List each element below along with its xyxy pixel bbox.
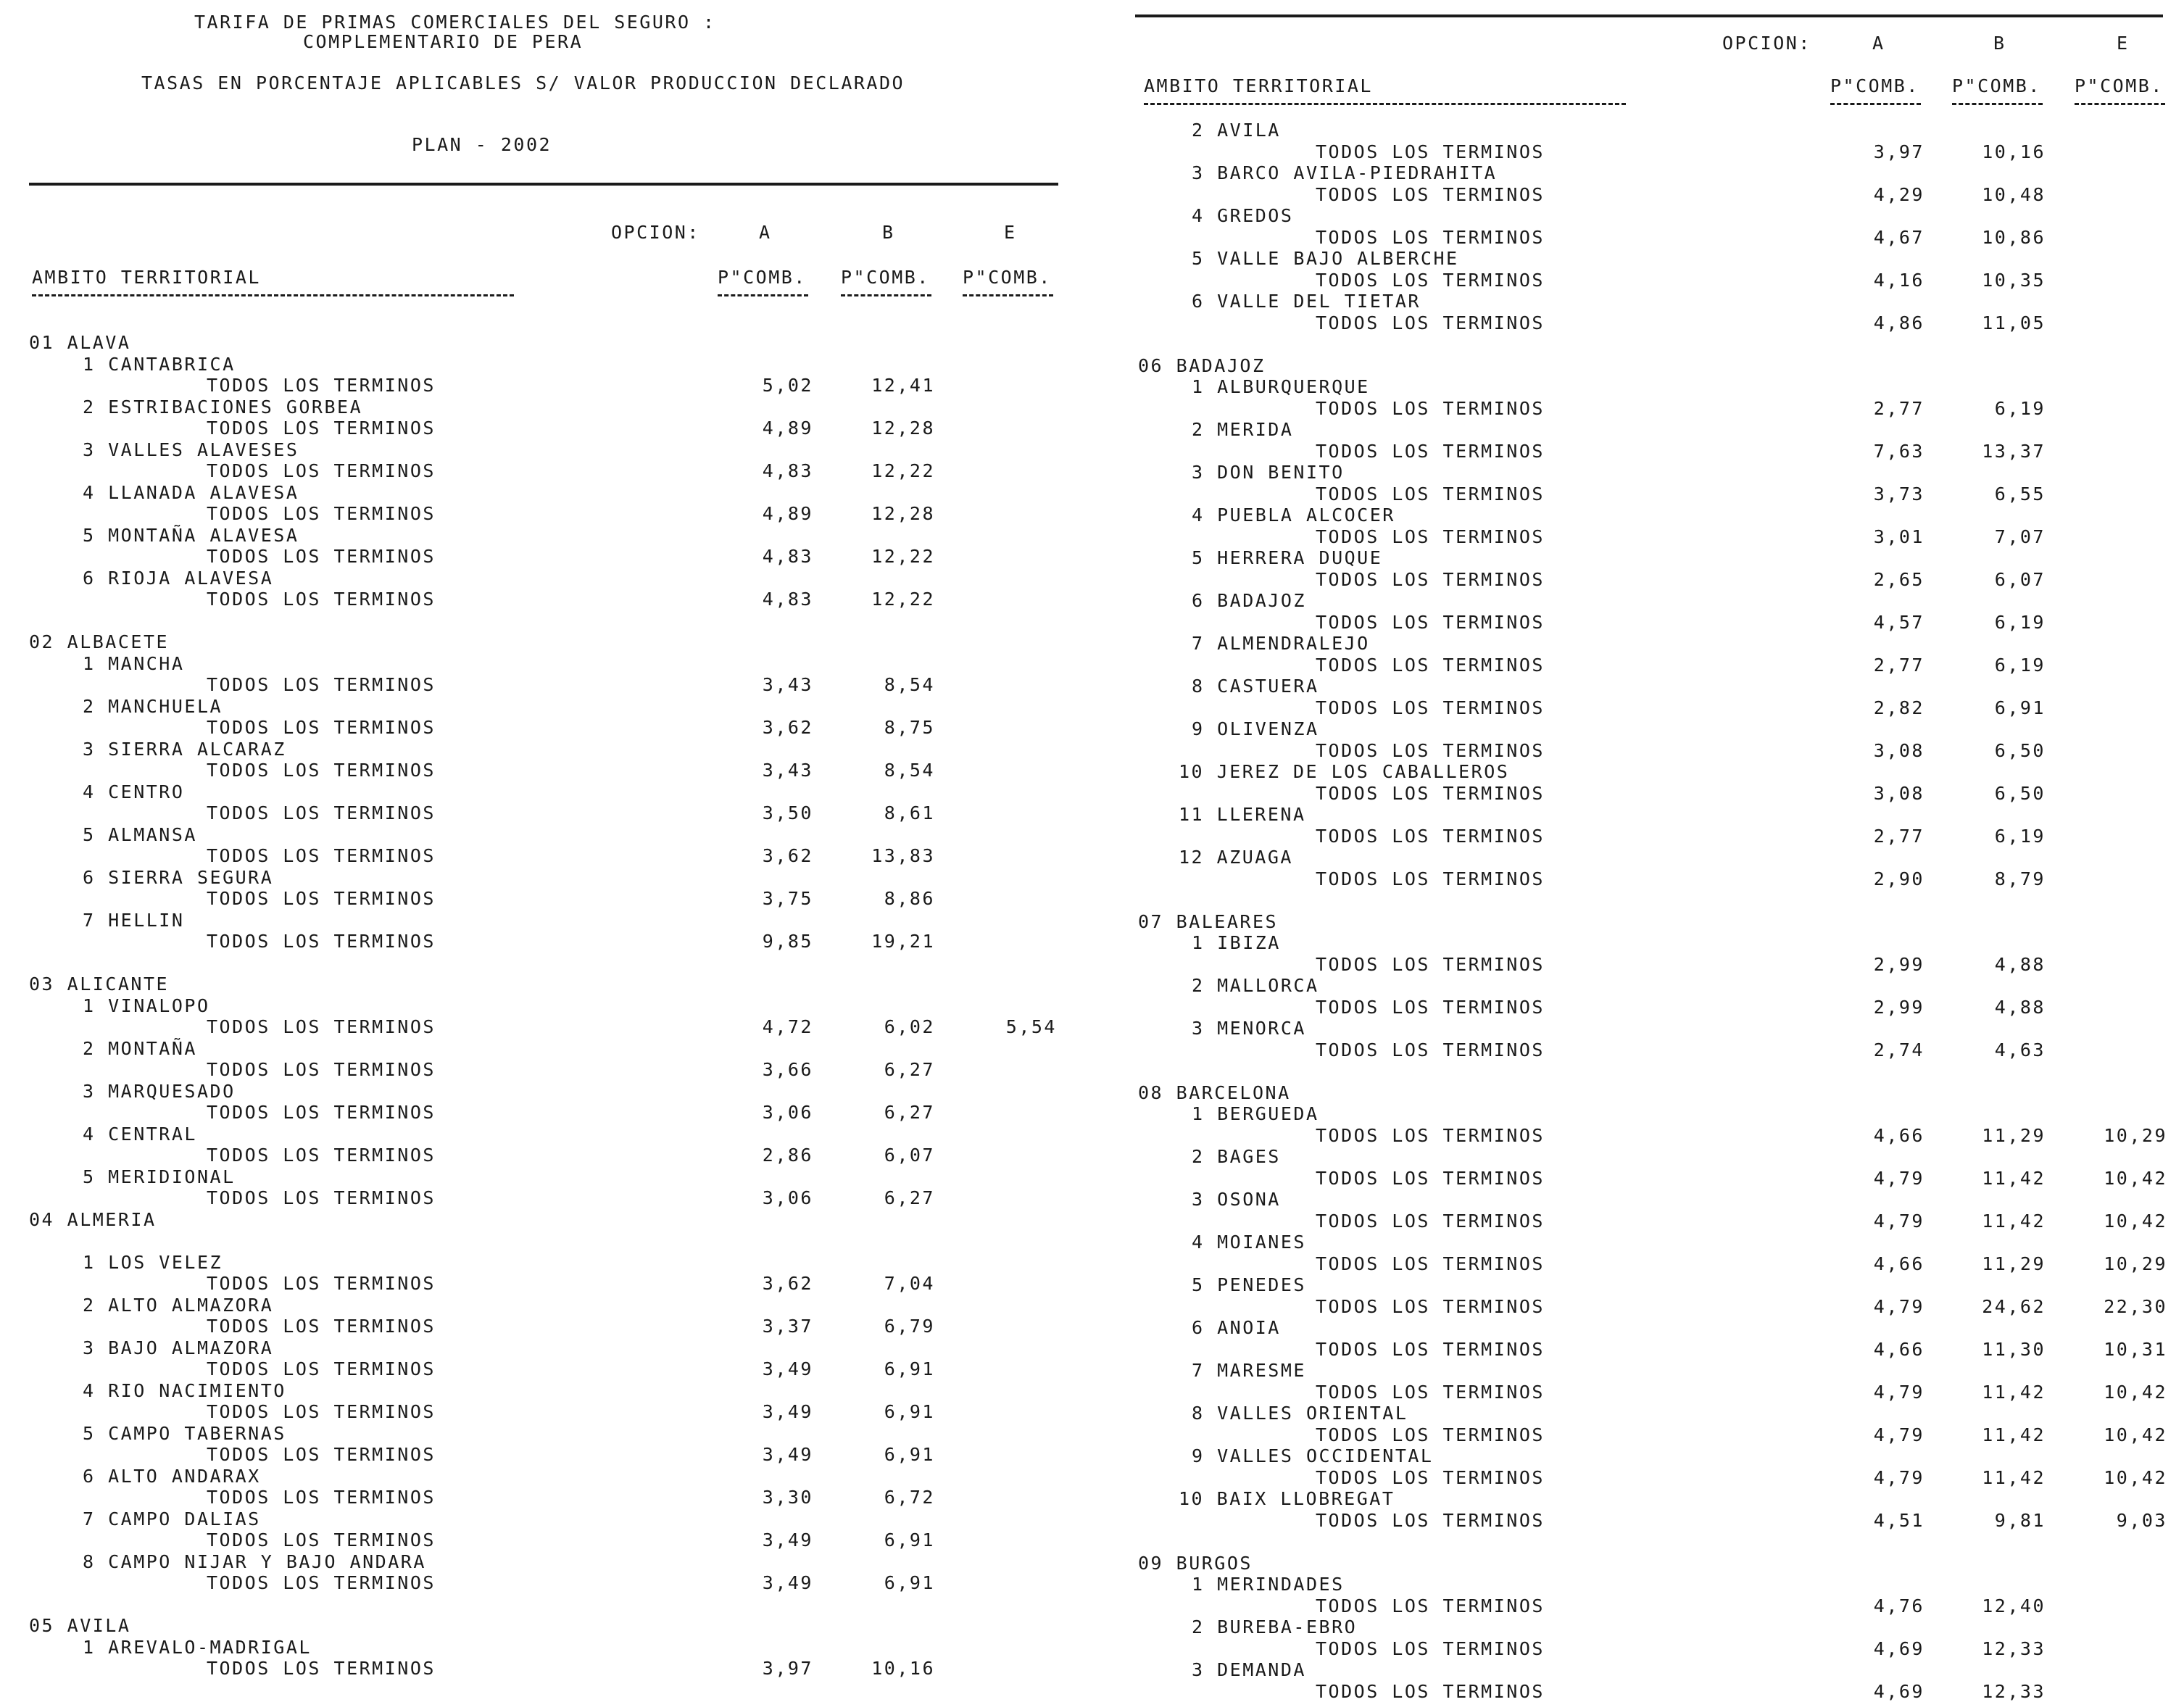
rate-a-value: 3,08	[1873, 782, 1925, 804]
terminos-label: TODOS LOS TERMINOS	[207, 1529, 436, 1551]
province-heading: 05 AVILA	[29, 1615, 131, 1636]
terminos-label: TODOS LOS TERMINOS	[207, 1572, 436, 1593]
rate-b-value: 7,07	[1994, 526, 2046, 547]
rate-b-value: 6,07	[884, 1145, 935, 1166]
terminos-label: TODOS LOS TERMINOS	[207, 1444, 436, 1465]
rate-b-value: 12,40	[1982, 1595, 2046, 1616]
rate-a-value: 3,06	[762, 1102, 813, 1123]
rate-a-value: 4,79	[1873, 1424, 1925, 1445]
province-heading: 08 BARCELONA	[1138, 1082, 1291, 1103]
terminos-label: TODOS LOS TERMINOS	[207, 503, 436, 524]
terminos-label: TODOS LOS TERMINOS	[207, 1059, 436, 1080]
terminos-label: TODOS LOS TERMINOS	[207, 1145, 436, 1166]
comarca-label: 12 AZUAGA	[1179, 847, 1293, 868]
comarca-label: 6 ALTO ANDARAX	[83, 1465, 261, 1487]
rate-a-value: 3,01	[1873, 526, 1925, 547]
comarca-label: 6 VALLE DEL TIETAR	[1192, 291, 1421, 312]
col-underline-a-right	[1830, 103, 1921, 105]
rate-a-value: 4,67	[1873, 226, 1925, 248]
province-heading: 01 ALAVA	[29, 332, 131, 353]
comarca-label: 5 VALLE BAJO ALBERCHE	[1192, 248, 1459, 269]
rate-a-value: 4,72	[762, 1016, 813, 1037]
ambito-header-left: AMBITO TERRITORIAL	[32, 267, 261, 288]
comarca-label: 4 CENTRO	[83, 781, 185, 802]
terminos-label: TODOS LOS TERMINOS	[1316, 312, 1545, 333]
rate-b-value: 19,21	[871, 931, 935, 952]
terminos-label: TODOS LOS TERMINOS	[207, 845, 436, 866]
comarca-label: 2 BAGES	[1192, 1146, 1281, 1167]
comarca-label: 6 ANOIA	[1192, 1317, 1281, 1338]
document-title-product: COMPLEMENTARIO DE PERA	[303, 31, 584, 52]
comarca-label: 10 JEREZ DE LOS CABALLEROS	[1179, 761, 1510, 782]
terminos-label: TODOS LOS TERMINOS	[207, 802, 436, 823]
rate-b-value: 6,91	[884, 1444, 935, 1465]
document-subtitle: TASAS EN PORCENTAJE APLICABLES S/ VALOR PRODUCCION DECLARADO	[141, 72, 905, 94]
terminos-label: TODOS LOS TERMINOS	[1316, 739, 1545, 761]
terminos-label: TODOS LOS TERMINOS	[1316, 1680, 1545, 1702]
terminos-label: TODOS LOS TERMINOS	[1316, 611, 1545, 633]
comarca-label: 4 PUEBLA ALCOCER	[1192, 505, 1395, 526]
header-rule-right	[1135, 14, 2163, 17]
rate-b-value: 8,79	[1994, 868, 2046, 889]
rate-b-value: 11,42	[1982, 1210, 2046, 1232]
comarca-label: 2 AVILA	[1192, 120, 1281, 141]
province-heading: 04 ALMERIA	[29, 1208, 157, 1230]
rate-a-value: 3,62	[762, 845, 813, 866]
rate-a-value: 2,65	[1873, 568, 1925, 590]
rate-b-value: 24,62	[1982, 1295, 2046, 1317]
comarca-label: 3 DEMANDA	[1192, 1659, 1306, 1680]
terminos-label: TODOS LOS TERMINOS	[1316, 1167, 1545, 1189]
rate-a-value: 4,83	[762, 460, 813, 481]
terminos-label: TODOS LOS TERMINOS	[1316, 1381, 1545, 1403]
province-heading: 03 ALICANTE	[29, 974, 170, 995]
terminos-label: TODOS LOS TERMINOS	[1316, 1595, 1545, 1616]
document-title: TARIFA DE PRIMAS COMERCIALES DEL SEGURO :	[194, 12, 716, 33]
rate-a-value: 3,08	[1873, 739, 1925, 761]
terminos-label: TODOS LOS TERMINOS	[207, 674, 436, 695]
rate-a-value: 3,49	[762, 1444, 813, 1465]
ambito-underline-left	[32, 294, 514, 296]
rate-a-value: 2,82	[1873, 697, 1925, 718]
rate-a-value: 3,97	[1873, 141, 1925, 162]
terminos-label: TODOS LOS TERMINOS	[207, 1102, 436, 1123]
rate-a-value: 3,49	[762, 1401, 813, 1422]
terminos-label: TODOS LOS TERMINOS	[1316, 654, 1545, 676]
terminos-label: TODOS LOS TERMINOS	[1316, 1124, 1545, 1146]
comarca-label: 1 ALBURQUERQUE	[1192, 376, 1370, 397]
rate-b-value: 13,83	[871, 845, 935, 866]
rate-a-value: 4,69	[1873, 1680, 1925, 1702]
rate-a-value: 4,69	[1873, 1637, 1925, 1659]
rate-b-value: 11,42	[1982, 1167, 2046, 1189]
comarca-label: 6 RIOJA ALAVESA	[83, 567, 274, 589]
rate-b-value: 12,28	[871, 418, 935, 439]
rate-b-value: 6,72	[884, 1487, 935, 1508]
rate-b-value: 6,19	[1994, 825, 2046, 847]
comarca-label: 1 LOS VELEZ	[83, 1251, 223, 1273]
opcion-label-left: OPCION:	[611, 222, 700, 243]
rate-b-value: 10,48	[1982, 183, 2046, 205]
terminos-label: TODOS LOS TERMINOS	[207, 1358, 436, 1379]
rate-a-value: 3,62	[762, 1273, 813, 1294]
rate-a-value: 9,85	[762, 931, 813, 952]
comarca-label: 2 ESTRIBACIONES GORBEA	[83, 396, 363, 418]
rate-b-value: 6,91	[884, 1529, 935, 1551]
rate-a-value: 4,79	[1873, 1210, 1925, 1232]
rate-a-value: 2,90	[1873, 868, 1925, 889]
rate-b-value: 6,91	[884, 1358, 935, 1379]
terminos-label: TODOS LOS TERMINOS	[1316, 141, 1545, 162]
col-underline-b-right	[1952, 103, 2043, 105]
rate-a-value: 5,02	[762, 375, 813, 396]
rate-e-value: 10,29	[2104, 1124, 2167, 1146]
terminos-label: TODOS LOS TERMINOS	[1316, 996, 1545, 1018]
rate-a-value: 2,77	[1873, 825, 1925, 847]
terminos-label: TODOS LOS TERMINOS	[1316, 1637, 1545, 1659]
option-e-right: E	[2117, 33, 2130, 54]
rate-a-value: 4,86	[1873, 312, 1925, 333]
rate-a-value: 4,66	[1873, 1124, 1925, 1146]
comarca-label: 3 VALLES ALAVESES	[83, 439, 299, 460]
rate-b-value: 13,37	[1982, 440, 2046, 462]
rate-a-value: 4,66	[1873, 1338, 1925, 1360]
rate-a-value: 2,74	[1873, 1039, 1925, 1060]
rate-e-value: 10,42	[2104, 1210, 2167, 1232]
rate-b-value: 6,55	[1994, 483, 2046, 505]
comarca-label: 5 MONTAÑA ALAVESA	[83, 524, 299, 546]
rate-e-value: 22,30	[2104, 1295, 2167, 1317]
comarca-label: 2 BUREBA-EBRO	[1192, 1616, 1358, 1637]
terminos-label: TODOS LOS TERMINOS	[207, 1273, 436, 1294]
comarca-label: 9 VALLES OCCIDENTAL	[1192, 1445, 1434, 1466]
rate-b-value: 6,79	[884, 1316, 935, 1337]
col-underline-e-right	[2075, 103, 2165, 105]
rate-b-value: 12,28	[871, 503, 935, 524]
terminos-label: TODOS LOS TERMINOS	[1316, 1424, 1545, 1445]
rate-e-value: 10,42	[2104, 1466, 2167, 1488]
rate-b-value: 6,07	[1994, 568, 2046, 590]
rate-b-value: 6,27	[884, 1187, 935, 1208]
terminos-label: TODOS LOS TERMINOS	[1316, 1210, 1545, 1232]
rate-a-value: 7,63	[1873, 440, 1925, 462]
comarca-label: 3 SIERRA ALCARAZ	[83, 738, 286, 760]
terminos-label: TODOS LOS TERMINOS	[207, 546, 436, 567]
rate-b-value: 10,16	[1982, 141, 2046, 162]
terminos-label: TODOS LOS TERMINOS	[207, 1658, 436, 1679]
terminos-label: TODOS LOS TERMINOS	[207, 418, 436, 439]
terminos-label: TODOS LOS TERMINOS	[1316, 1338, 1545, 1360]
comarca-label: 5 ALMANSA	[83, 823, 197, 845]
comarca-label: 7 ALMENDRALEJO	[1192, 633, 1370, 654]
rate-e-value: 5,54	[1005, 1016, 1057, 1037]
terminos-label: TODOS LOS TERMINOS	[207, 1401, 436, 1422]
province-heading: 09 BURGOS	[1138, 1552, 1253, 1574]
rate-a-value: 4,79	[1873, 1295, 1925, 1317]
comarca-label: 4 CENTRAL	[83, 1123, 197, 1145]
terminos-label: TODOS LOS TERMINOS	[1316, 183, 1545, 205]
rate-b-value: 8,75	[884, 717, 935, 738]
terminos-label: TODOS LOS TERMINOS	[1316, 1509, 1545, 1531]
comarca-label: 3 DON BENITO	[1192, 462, 1345, 483]
terminos-label: TODOS LOS TERMINOS	[1316, 825, 1545, 847]
comarca-label: 11 LLERENA	[1179, 804, 1306, 825]
rate-e-value: 10,42	[2104, 1424, 2167, 1445]
terminos-label: TODOS LOS TERMINOS	[207, 760, 436, 781]
rate-b-value: 12,41	[871, 375, 935, 396]
comarca-label: 5 HERRERA DUQUE	[1192, 547, 1383, 568]
col-header-b-left: P"COMB.	[841, 267, 930, 288]
col-header-a-left: P"COMB.	[718, 267, 807, 288]
terminos-label: TODOS LOS TERMINOS	[207, 460, 436, 481]
rate-b-value: 12,33	[1982, 1637, 2046, 1659]
rate-a-value: 4,79	[1873, 1381, 1925, 1403]
rate-b-value: 6,50	[1994, 739, 2046, 761]
comarca-label: 7 MARESME	[1192, 1360, 1306, 1381]
rate-a-value: 3,49	[762, 1529, 813, 1551]
terminos-label: TODOS LOS TERMINOS	[207, 888, 436, 909]
ambito-underline-right	[1144, 103, 1626, 105]
rate-a-value: 4,79	[1873, 1167, 1925, 1189]
rate-a-value: 4,29	[1873, 183, 1925, 205]
comarca-label: 7 CAMPO DALIAS	[83, 1508, 261, 1529]
rate-e-value: 10,42	[2104, 1381, 2167, 1403]
col-header-b-right: P"COMB.	[1952, 75, 2041, 96]
rate-b-value: 8,54	[884, 674, 935, 695]
terminos-label: TODOS LOS TERMINOS	[1316, 526, 1545, 547]
rate-a-value: 4,83	[762, 546, 813, 567]
rate-a-value: 4,83	[762, 589, 813, 610]
comarca-label: 1 AREVALO-MADRIGAL	[83, 1636, 312, 1658]
rate-a-value: 3,43	[762, 760, 813, 781]
col-underline-b-left	[841, 294, 931, 296]
rate-b-value: 6,19	[1994, 611, 2046, 633]
terminos-label: TODOS LOS TERMINOS	[1316, 397, 1545, 419]
rate-a-value: 4,16	[1873, 269, 1925, 291]
comarca-label: 2 MERIDA	[1192, 419, 1294, 440]
rate-b-value: 8,54	[884, 760, 935, 781]
terminos-label: TODOS LOS TERMINOS	[1316, 1295, 1545, 1317]
terminos-label: TODOS LOS TERMINOS	[207, 1487, 436, 1508]
rate-a-value: 2,99	[1873, 996, 1925, 1018]
rate-b-value: 12,22	[871, 546, 935, 567]
rate-a-value: 3,75	[762, 888, 813, 909]
terminos-label: TODOS LOS TERMINOS	[207, 717, 436, 738]
province-heading: 02 ALBACETE	[29, 631, 170, 652]
rate-b-value: 4,88	[1994, 953, 2046, 975]
rate-b-value: 6,02	[884, 1016, 935, 1037]
comarca-label: 3 BAJO ALMAZORA	[83, 1337, 274, 1358]
terminos-label: TODOS LOS TERMINOS	[1316, 782, 1545, 804]
rate-e-value: 10,42	[2104, 1167, 2167, 1189]
rate-b-value: 6,19	[1994, 397, 2046, 419]
rate-b-value: 12,33	[1982, 1680, 2046, 1702]
rate-a-value: 3,97	[762, 1658, 813, 1679]
comarca-label: 8 CAMPO NIJAR Y BAJO ANDARA	[83, 1551, 426, 1572]
rate-a-value: 3,49	[762, 1572, 813, 1593]
col-underline-e-left	[963, 294, 1053, 296]
rate-b-value: 9,81	[1994, 1509, 2046, 1531]
comarca-label: 2 ALTO ALMAZORA	[83, 1294, 274, 1316]
rate-b-value: 11,42	[1982, 1466, 2046, 1488]
terminos-label: TODOS LOS TERMINOS	[1316, 440, 1545, 462]
comarca-label: 9 OLIVENZA	[1192, 718, 1319, 739]
comarca-label: 3 MARQUESADO	[83, 1080, 236, 1102]
rate-a-value: 3,06	[762, 1187, 813, 1208]
col-header-e-right: P"COMB.	[2075, 75, 2164, 96]
rate-a-value: 4,89	[762, 418, 813, 439]
terminos-label: TODOS LOS TERMINOS	[1316, 868, 1545, 889]
province-heading: 06 BADAJOZ	[1138, 354, 1266, 376]
header-rule-left	[29, 183, 1058, 186]
option-e-left: E	[1004, 222, 1017, 243]
comarca-label: 2 MALLORCA	[1192, 975, 1319, 996]
option-b-right: B	[1993, 33, 2006, 54]
comarca-label: 2 MANCHUELA	[83, 695, 223, 717]
terminos-label: TODOS LOS TERMINOS	[207, 1187, 436, 1208]
rate-a-value: 3,62	[762, 717, 813, 738]
option-b-left: B	[882, 222, 895, 243]
rate-b-value: 6,50	[1994, 782, 2046, 804]
rate-b-value: 4,63	[1994, 1039, 2046, 1060]
opcion-label-right: OPCION:	[1722, 33, 1811, 54]
rate-b-value: 6,27	[884, 1102, 935, 1123]
comarca-label: 4 GREDOS	[1192, 205, 1294, 226]
comarca-label: 1 BERGUEDA	[1192, 1103, 1319, 1124]
rate-b-value: 11,05	[1982, 312, 2046, 333]
comarca-label: 1 VINALOPO	[83, 995, 210, 1016]
rate-a-value: 4,51	[1873, 1509, 1925, 1531]
rate-a-value: 3,30	[762, 1487, 813, 1508]
comarca-label: 1 MANCHA	[83, 652, 185, 674]
rate-b-value: 6,91	[884, 1572, 935, 1593]
terminos-label: TODOS LOS TERMINOS	[207, 931, 436, 952]
rate-a-value: 3,49	[762, 1358, 813, 1379]
rate-a-value: 3,50	[762, 802, 813, 823]
rate-a-value: 2,86	[762, 1145, 813, 1166]
comarca-label: 2 MONTAÑA	[83, 1037, 197, 1059]
plan-year: PLAN - 2002	[412, 134, 552, 155]
rate-e-value: 10,31	[2104, 1338, 2167, 1360]
option-a-right: A	[1872, 33, 1885, 54]
rate-b-value: 12,22	[871, 589, 935, 610]
rate-b-value: 11,42	[1982, 1381, 2046, 1403]
rate-a-value: 3,73	[1873, 483, 1925, 505]
comarca-label: 1 MERINDADES	[1192, 1574, 1345, 1595]
comarca-label: 5 CAMPO TABERNAS	[83, 1422, 286, 1444]
comarca-label: 10 BAIX LLOBREGAT	[1179, 1488, 1395, 1509]
rate-b-value: 4,88	[1994, 996, 2046, 1018]
comarca-label: 6 SIERRA SEGURA	[83, 866, 274, 888]
comarca-label: 3 MENORCA	[1192, 1018, 1306, 1039]
terminos-label: TODOS LOS TERMINOS	[207, 1016, 436, 1037]
rate-a-value: 4,57	[1873, 611, 1925, 633]
terminos-label: TODOS LOS TERMINOS	[1316, 697, 1545, 718]
comarca-label: 4 MOIANES	[1192, 1232, 1306, 1253]
terminos-label: TODOS LOS TERMINOS	[1316, 269, 1545, 291]
terminos-label: TODOS LOS TERMINOS	[1316, 953, 1545, 975]
comarca-label: 3 BARCO AVILA-PIEDRAHITA	[1192, 162, 1498, 183]
rate-a-value: 4,79	[1873, 1466, 1925, 1488]
rate-b-value: 8,86	[884, 888, 935, 909]
col-header-a-right: P"COMB.	[1830, 75, 1919, 96]
option-a-left: A	[759, 222, 772, 243]
rate-b-value: 6,27	[884, 1059, 935, 1080]
terminos-label: TODOS LOS TERMINOS	[207, 375, 436, 396]
rate-b-value: 7,04	[884, 1273, 935, 1294]
rate-b-value: 11,30	[1982, 1338, 2046, 1360]
rate-a-value: 3,43	[762, 674, 813, 695]
rate-b-value: 10,16	[871, 1658, 935, 1679]
col-header-e-left: P"COMB.	[963, 267, 1052, 288]
rate-a-value: 3,37	[762, 1316, 813, 1337]
rate-b-value: 11,29	[1982, 1253, 2046, 1274]
comarca-label: 1 CANTABRICA	[83, 353, 236, 375]
terminos-label: TODOS LOS TERMINOS	[1316, 1253, 1545, 1274]
comarca-label: 5 PENEDES	[1192, 1274, 1306, 1295]
comarca-label: 6 BADAJOZ	[1192, 590, 1306, 611]
terminos-label: TODOS LOS TERMINOS	[207, 589, 436, 610]
comarca-label: 4 LLANADA ALAVESA	[83, 481, 299, 503]
comarca-label: 5 MERIDIONAL	[83, 1166, 236, 1187]
terminos-label: TODOS LOS TERMINOS	[1316, 1039, 1545, 1060]
rate-e-value: 9,03	[2116, 1509, 2167, 1531]
rate-b-value: 12,22	[871, 460, 935, 481]
comarca-label: 3 OSONA	[1192, 1189, 1281, 1210]
comarca-label: 4 RIO NACIMIENTO	[83, 1379, 286, 1401]
rate-a-value: 4,66	[1873, 1253, 1925, 1274]
rate-a-value: 2,77	[1873, 654, 1925, 676]
comarca-label: 8 CASTUERA	[1192, 676, 1319, 697]
rate-b-value: 6,91	[884, 1401, 935, 1422]
rate-a-value: 2,77	[1873, 397, 1925, 419]
rate-a-value: 3,66	[762, 1059, 813, 1080]
comarca-label: 1 IBIZA	[1192, 932, 1281, 953]
rate-b-value: 10,35	[1982, 269, 2046, 291]
rate-b-value: 11,42	[1982, 1424, 2046, 1445]
rate-b-value: 6,19	[1994, 654, 2046, 676]
rate-b-value: 11,29	[1982, 1124, 2046, 1146]
rate-b-value: 6,91	[1994, 697, 2046, 718]
ambito-header-right: AMBITO TERRITORIAL	[1144, 75, 1373, 96]
terminos-label: TODOS LOS TERMINOS	[1316, 483, 1545, 505]
comarca-label: 8 VALLES ORIENTAL	[1192, 1403, 1408, 1424]
rate-a-value: 4,89	[762, 503, 813, 524]
province-heading: 07 BALEARES	[1138, 910, 1279, 932]
terminos-label: TODOS LOS TERMINOS	[207, 1316, 436, 1337]
terminos-label: TODOS LOS TERMINOS	[1316, 1466, 1545, 1488]
rate-b-value: 8,61	[884, 802, 935, 823]
rate-b-value: 10,86	[1982, 226, 2046, 248]
comarca-label: 7 HELLIN	[83, 909, 185, 931]
terminos-label: TODOS LOS TERMINOS	[1316, 568, 1545, 590]
rate-a-value: 4,76	[1873, 1595, 1925, 1616]
rate-a-value: 2,99	[1873, 953, 1925, 975]
rate-e-value: 10,29	[2104, 1253, 2167, 1274]
col-underline-a-left	[718, 294, 808, 296]
terminos-label: TODOS LOS TERMINOS	[1316, 226, 1545, 248]
